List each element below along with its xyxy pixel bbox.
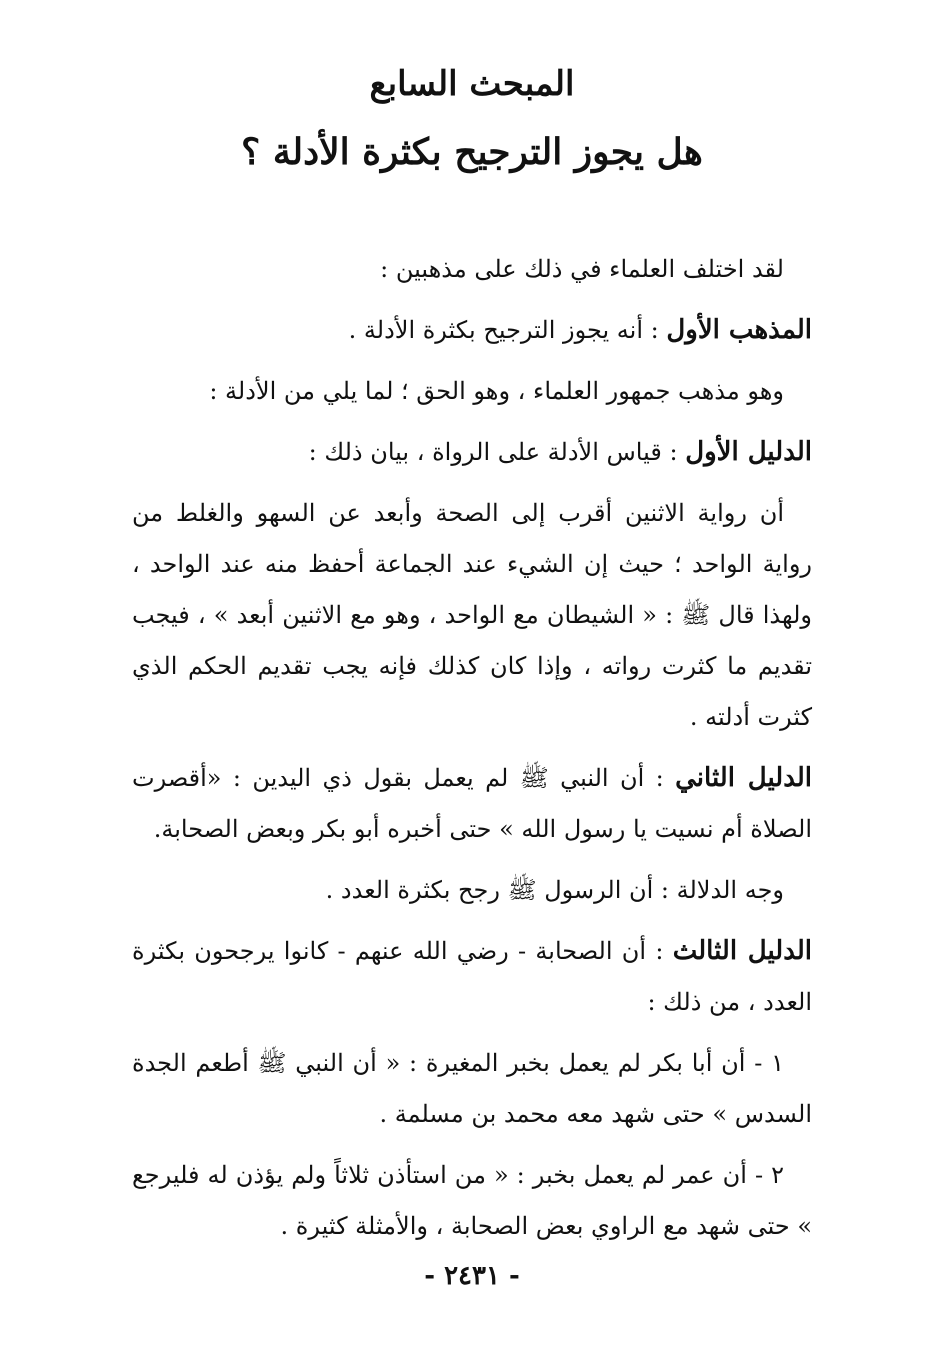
paragraph-text: : قياس الأدلة على الرواة ، بيان ذلك : (308, 438, 686, 466)
paragraph-majority-view (132, 366, 812, 417)
section-title: المبحث السابع (369, 64, 575, 104)
paragraph-text: : أنه يجوز الترجيح بكثرة الأدلة . (348, 316, 667, 344)
paragraph-label: الدليل الأول (685, 437, 812, 467)
paragraph-third-evidence (132, 926, 812, 1028)
paragraph-second-evidence (132, 753, 812, 855)
paragraph-example-2 (132, 1150, 812, 1252)
paragraph-example-1 (132, 1038, 812, 1140)
paragraph-text: أن رواية الاثنين أقرب إلى الصحة وأبعد عن السهو والغلط من رواية الواحد ؛ حيث إن الشيء عند الجماعة أحفظ منه عند الواحد ، ولهذا قال ﷺ : « الشيطان مع الواحد ، وهو مع الاثنين أبعد » ، فيجب تقديم ما كثرت رواته ، وإذا كان كذلك فإنه يجب تقديم الحكم الذي كثرت أدلته . (132, 499, 812, 731)
paragraph-label: الدليل الثالث (672, 936, 812, 966)
paragraph-text: : أن النبي ﷺ لم يعمل بقول ذي اليدين : «أقصرت الصلاة أم نسيت يا رسول الله » حتى أخبره أبو بكر وبعض الصحابة. (132, 764, 812, 843)
question-title: هل يجوز الترجيح بكثرة الأدلة ؟ (241, 131, 703, 173)
paragraph-first-evidence-explanation (132, 488, 812, 743)
paragraph-text: لقد اختلف العلماء في ذلك على مذهبين : (380, 255, 784, 283)
paragraph-label: الدليل الثاني (675, 763, 813, 793)
body-text (132, 244, 812, 1262)
paragraph-text: وهو مذهب جمهور العلماء ، وهو الحق ؛ لما يلي من الأدلة : (209, 377, 784, 405)
page-number: - ٢٤٣١ - (424, 1261, 520, 1291)
paragraph-text: ٢ - أن عمر لم يعمل بخبر : « من استأذن ثلاثاً ولم يؤذن له فليرجع » حتى شهد مع الراوي بعض الصحابة ، والأمثلة كثيرة . (132, 1161, 812, 1240)
paragraph-first-opinion (132, 305, 812, 356)
paragraph-text: ١ - أن أبا بكر لم يعمل بخبر المغيرة : « أن النبي ﷺ أطعم الجدة السدس » حتى شهد معه محمد بن مسلمة . (132, 1049, 812, 1128)
paragraph-inference (132, 865, 812, 916)
paragraph-label: المذهب الأول (666, 315, 812, 345)
paragraph-first-evidence (132, 427, 812, 478)
paragraph-text: وجه الدلالة : أن الرسول ﷺ رجح بكثرة العدد . (325, 876, 784, 904)
paragraph-intro (132, 244, 812, 295)
paragraph-text: : أن الصحابة - رضي الله عنهم - كانوا يرجحون بكثرة العدد ، من ذلك : (132, 937, 812, 1016)
